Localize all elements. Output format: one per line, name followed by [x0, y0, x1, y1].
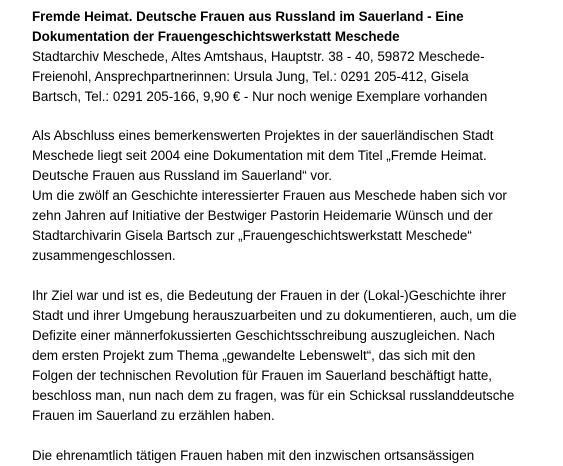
title-line: Dokumentation der Frauengeschichtswerkstatt Meschede [32, 29, 400, 44]
text-line: Deutsche Frauen aus Russland im Sauerland“ vor. [32, 168, 332, 183]
article [32, 7, 556, 466]
publication-details [32, 47, 556, 107]
text-line: zehn Jahren auf Initiative der Bestwiger Pastorin Heidemarie Wünsch und der [32, 208, 493, 223]
text-line: Als Abschluss eines bemerkenswerten Projektes in der sauerländischen Stadt [32, 128, 494, 143]
title-line: Fremde Heimat. Deutsche Frauen aus Russland im Sauerland - Eine [32, 9, 464, 24]
paragraph-volunteers [32, 446, 556, 466]
details-line: Freienohl, Ansprechpartnerinnen: Ursula Jung, Tel.: 0291 205-412, Gisela [32, 69, 469, 84]
text-line: beschloss man, nun nach dem zu fragen, was für ein Schicksal russlanddeutsche [32, 388, 515, 403]
text-line: Die ehrenamtlich tätigen Frauen haben mit den inzwischen ortsansässigen [32, 448, 475, 463]
text-line: Ihr Ziel war und ist es, die Bedeutung der Frauen in der (Lokal-)Geschichte ihrer [32, 288, 507, 303]
paragraph-spacer [32, 426, 556, 446]
text-line: Stadtarchivarin Gisela Bartsch zur „Frauengeschichtswerkstatt Meschede“ [32, 228, 472, 243]
paragraph-goals [32, 286, 556, 426]
details-line: Bartsch, Tel.: 0291 205-166, 9,90 € - Nur noch wenige Exemplare vorhanden [32, 89, 488, 104]
publication-title [32, 7, 556, 47]
details-line: Stadtarchiv Meschede, Altes Amtshaus, Hauptstr. 38 - 40, 59872 Meschede- [32, 49, 485, 64]
publication-header [32, 7, 556, 107]
paragraph-spacer [32, 266, 556, 286]
text-line: Meschede liegt seit 2004 eine Dokumentation mit dem Titel „Fremde Heimat. [32, 148, 487, 163]
text-line: Stadt und ihrer Umgebung herauszuarbeiten und zu dokumentieren, auch, um die [32, 308, 517, 323]
text-line: zusammengeschlossen. [32, 248, 176, 263]
text-line: Frauen im Sauerland zu erzählen haben. [32, 408, 275, 423]
paragraph-intro [32, 126, 556, 266]
text-line: Folgen der technischen Revolution für Frauen im Sauerland beschäftigt hatte, [32, 368, 493, 383]
text-line: Um die zwölf an Geschichte interessierter Frauen aus Meschede haben sich vor [32, 188, 507, 203]
text-line: dem ersten Projekt zum Thema „gewandelte Lebenswelt“, das sich mit den [32, 348, 476, 363]
text-line: Defizite einer männerfokussierten Geschichtsschreibung auszugleichen. Nach [32, 328, 495, 343]
